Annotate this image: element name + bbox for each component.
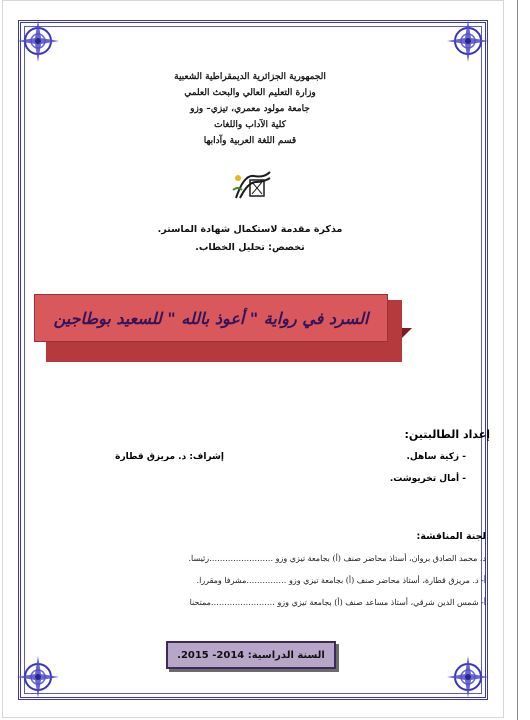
header-ministry: وزارة التعليم العالي والبحث العلمي bbox=[184, 88, 316, 98]
corner-ornament-icon bbox=[15, 654, 61, 700]
header-university: جامعة مولود معمري، تيزي– وزو bbox=[190, 104, 310, 114]
title-banner-front bbox=[34, 294, 388, 342]
committee-heading: لجنة المناقشة: bbox=[416, 531, 486, 542]
corner-ornament-icon bbox=[445, 654, 491, 700]
header-republic: الجمهورية الجزائرية الديمقراطية الشعبية bbox=[174, 72, 326, 82]
memo-purpose: مذكرة مقدمة لاستكمال شهادة الماستر. bbox=[157, 224, 343, 235]
header-department: قسم اللغة العربية وآدابها bbox=[203, 136, 297, 146]
student-name-1: - زكية ساهل. bbox=[406, 452, 466, 462]
students-heading: إعداد الطالبتين: bbox=[404, 428, 490, 441]
student-name-2: - أمال تخريوشت. bbox=[389, 474, 466, 484]
memo-specialty: تخصص: تحليل الخطاب. bbox=[195, 242, 305, 253]
academic-year: السنة الدراسية: 2014- 2015. bbox=[177, 649, 325, 661]
thesis-title: السرد في رواية " أعوذ بالله " للسعيد بوطاجين bbox=[53, 308, 369, 328]
committee-member-2: أ- د. مريزق قطارة، أستاذ محاضر صنف (أ) بجامعة تيزي وزو ……………مشرفا ومقررا. bbox=[196, 576, 486, 585]
header-faculty: كلية الآداب واللغات bbox=[214, 120, 286, 130]
corner-ornament-icon bbox=[445, 18, 491, 64]
committee-member-1: د. محمد الصادق بروان، أستاذ محاضر صنف (أ) بجامعة تيزي وزو ……………………رئيسا. bbox=[188, 554, 486, 563]
committee-member-3: أ- شمس الدين شرقي، أستاذ مساعد صنف (أ) بجامعة تيزي وزو ……………………ممتحنا bbox=[189, 598, 486, 607]
academic-year-box bbox=[166, 641, 336, 669]
title-banner-fold bbox=[402, 328, 412, 338]
supervisor: إشراف: د. مريزق قطارة bbox=[115, 452, 224, 462]
title-banner bbox=[34, 294, 404, 364]
page-edge-line bbox=[517, 0, 518, 720]
corner-ornament-icon bbox=[15, 18, 61, 64]
university-logo-icon bbox=[230, 168, 276, 204]
